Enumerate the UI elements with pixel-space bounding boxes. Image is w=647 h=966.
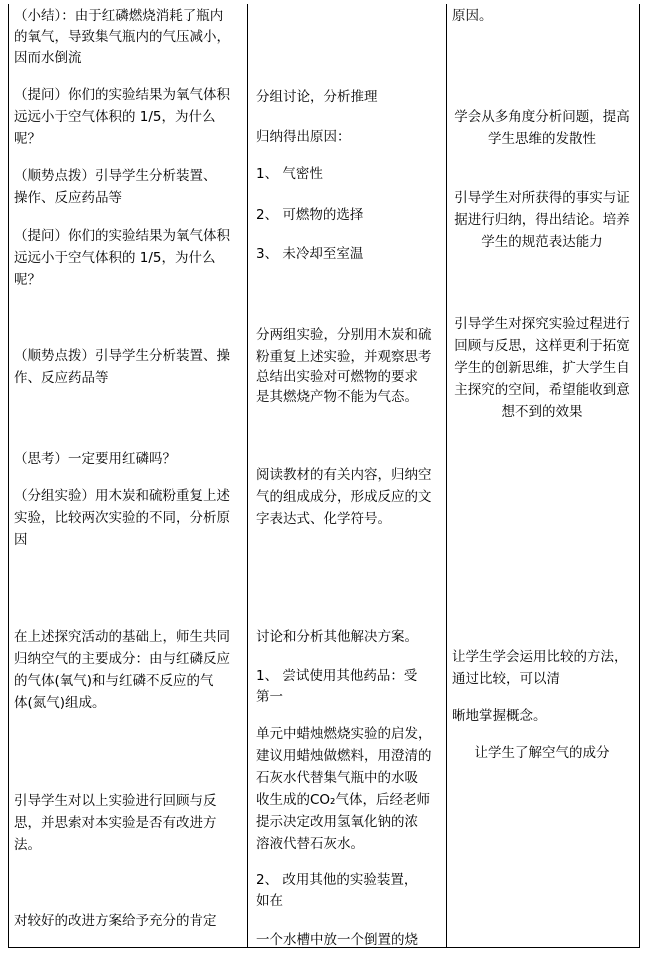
induce-line-1: 引导学生对所获得的事实与证 [454,190,630,206]
two-groups-line-1: 分两组实验，分别用木炭和硫 [256,327,432,343]
reason-3: 3、 未冷却至室温 [256,246,364,262]
question1-line-3: 呢？ [14,131,41,147]
review-line-3: 学生的创新思维，扩大学生自 [454,360,630,376]
think-line: （思考）一定要用红磷吗？ [14,451,176,467]
question2-line-3: 呢？ [14,272,41,288]
review-line-2: 回顾与反思，这样更利于拓宽 [454,338,630,354]
column-divider-1 [247,4,248,948]
review-line-1: 引导学生对探究实验过程进行 [454,316,630,332]
conclusion-line-4: 体(氮气)组成。 [14,695,106,711]
two-groups-line-3: 总结出实验对可燃物的要求 [256,369,418,385]
compare-line-2: 通过比较，可以清 [452,671,560,687]
induce-line-3: 学生的规范表达能力 [481,234,603,250]
table-border-left [8,4,9,948]
concept-line: 晰地掌握概念。 [452,708,547,724]
induce-line-2: 据进行归纳，得出结论。培养 [454,212,630,228]
question2-line-1: （提问）你们的实验结果为氧气体积 [14,228,230,244]
read-line-1: 阅读教材的有关内容，归纳空 [256,467,432,483]
affirm-line: 对较好的改进方案给予充分的肯定 [14,913,217,929]
question2-line-2: 远远小于空气体积的 1/5，为什么 [14,250,216,266]
candle-line-6: 溶液代替石灰水。 [256,836,364,852]
read-line-3: 字表达式、化学符号。 [256,511,391,527]
review-line-5: 想不到的效果 [501,404,583,420]
plan1-line-1: 1、 尝试使用其他药品：受 [256,668,418,684]
guide1-line-1: （顺势点拨）引导学生分析装置、 [14,168,217,184]
reason-2: 2、 可燃物的选择 [256,207,364,223]
multi-angle-line-2: 学生思维的发散性 [488,131,596,147]
discuss-line: 分组讨论，分析推理 [256,89,378,105]
guide1-line-2: 操作、反应药品等 [14,190,122,206]
candle-line-5: 提示决定改用氢氧化钠的浓 [256,814,418,830]
candle-line-3: 石灰水代替集气瓶中的水吸 [256,770,418,786]
reason-1: 1、 气密性 [256,166,323,182]
question1-line-2: 远远小于空气体积的 1/5，为什么 [14,109,216,125]
question1-line-1: （提问）你们的实验结果为氧气体积 [14,87,230,103]
group-exp-line-2: 实验，比较两次实验的不同，分析原 [14,510,230,526]
group-exp-line-1: （分组实验）用木炭和硫粉重复上述 [14,488,230,504]
summary-line-2: 的氧气，导致集气瓶内的气压减小， [14,29,230,45]
conclusion-line-1: 在上述探究活动的基础上，师生共同 [14,629,230,645]
plan2-line-1: 2、 改用其他的实验装置， [256,872,418,888]
candle-line-2: 建议用蜡烛做燃料，用澄清的 [256,748,432,764]
summary-line-3: 因而水倒流 [14,50,82,66]
group-exp-line-3: 因 [14,532,28,548]
reason-end-line: 原因。 [452,8,493,24]
other-plans-line: 讨论和分析其他解决方案。 [256,629,418,645]
guide2-line-2: 作、反应药品等 [14,370,109,386]
conclusion-line-2: 归纳空气的主要成分：由与红磷反应 [14,651,230,667]
review-line-4: 主探究的空间，希望能收到意 [454,382,630,398]
plan1-line-2: 第一 [256,689,283,705]
summary-line-1: （小结）：由于红磷燃烧消耗了瓶内 [14,8,224,24]
reflect-line-3: 法。 [14,837,41,853]
column-divider-2 [446,4,447,948]
read-line-2: 气的组成成分，形成反应的文 [256,489,432,505]
multi-angle-line-1: 学会从多角度分析问题，提高 [454,109,630,125]
candle-line-4: 收生成的CO₂气体，后经老师 [256,792,430,808]
guide2-line-1: （顺势点拨）引导学生分析装置、操 [14,348,230,364]
two-groups-line-2: 粉重复上述实验，并观察思考 [256,349,432,365]
composition-line: 让学生了解空气的成分 [474,745,610,761]
table-border-right [639,4,640,948]
trough-line: 一个水槽中放一个倒置的烧 [256,932,418,948]
compare-line-1: 让学生学会运用比较的方法， [452,649,628,665]
candle-line-1: 单元中蜡烛燃烧实验的启发， [256,726,432,742]
plan2-line-2: 如在 [256,893,283,909]
reflect-line-2: 思，并思索对本实验是否有改进方 [14,815,217,831]
conclusion-line-3: 的气体(氧气)和与红磷不反应的气 [14,673,214,689]
two-groups-line-4: 是其燃烧产物不能为气态。 [256,389,418,405]
reflect-line-1: 引导学生对以上实验进行回顾与反 [14,793,217,809]
reason-intro-line: 归纳得出原因： [256,129,351,145]
